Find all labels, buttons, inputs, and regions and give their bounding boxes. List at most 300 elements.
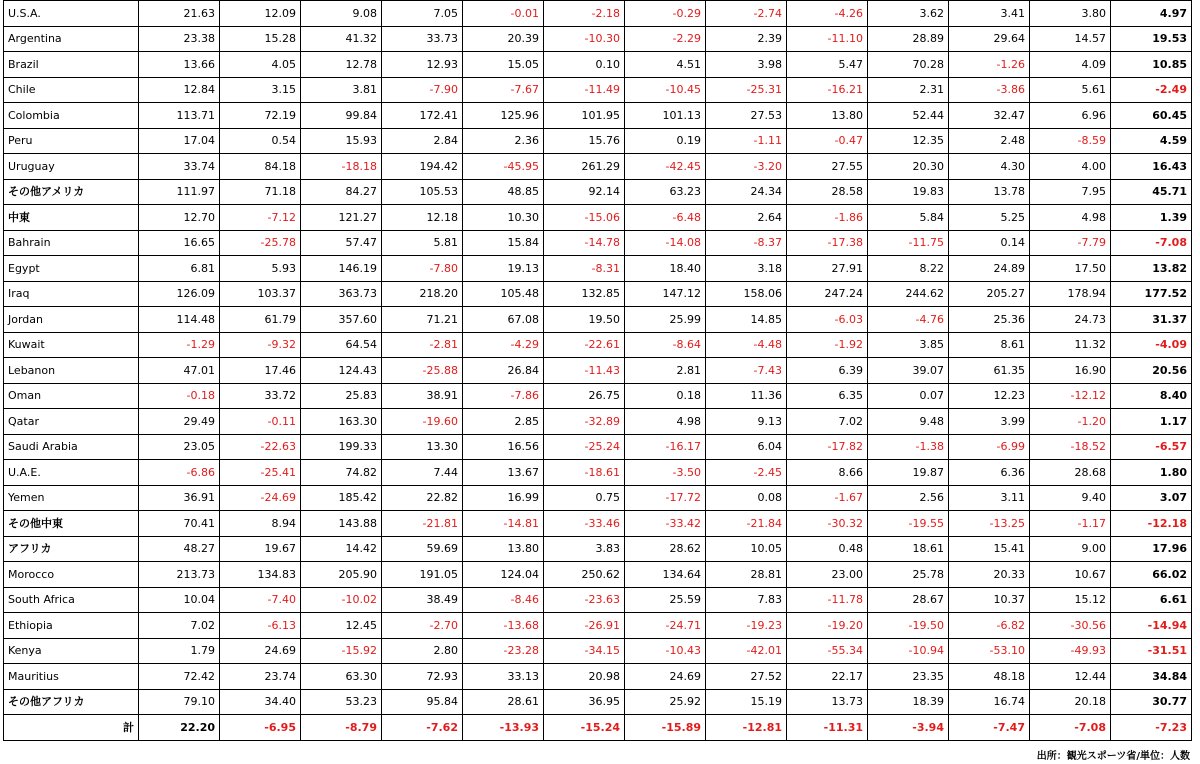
value-cell: 27.53	[706, 103, 787, 129]
value-cell: 17.96	[1111, 536, 1192, 562]
value-cell: 147.12	[625, 281, 706, 307]
value-cell: -7.43	[706, 358, 787, 384]
value-cell: 178.94	[1030, 281, 1111, 307]
value-cell: 6.39	[787, 358, 868, 384]
value-cell: -10.43	[625, 638, 706, 664]
value-cell: 0.48	[787, 536, 868, 562]
value-cell: 41.32	[301, 26, 382, 52]
row-label: Lebanon	[4, 358, 139, 384]
value-cell: 194.42	[382, 154, 463, 180]
value-cell: -2.74	[706, 1, 787, 27]
row-label: Kuwait	[4, 332, 139, 358]
value-cell: 72.19	[220, 103, 301, 129]
value-cell: 16.43	[1111, 154, 1192, 180]
value-cell: -15.06	[544, 205, 625, 231]
value-cell: 9.48	[868, 409, 949, 435]
value-cell: 143.88	[301, 511, 382, 537]
value-cell: 7.83	[706, 587, 787, 613]
value-cell: 20.56	[1111, 358, 1192, 384]
value-cell: -7.90	[382, 77, 463, 103]
value-cell: 15.19	[706, 689, 787, 715]
value-cell: 36.95	[544, 689, 625, 715]
value-cell: -7.47	[949, 715, 1030, 741]
value-cell: 28.61	[463, 689, 544, 715]
value-cell: -1.86	[787, 205, 868, 231]
table-row	[4, 26, 1192, 52]
value-cell: 17.04	[139, 128, 220, 154]
row-label: その他中東	[4, 511, 139, 537]
row-label: Iraq	[4, 281, 139, 307]
value-cell: 13.80	[787, 103, 868, 129]
value-cell: 134.83	[220, 562, 301, 588]
value-cell: 12.09	[220, 1, 301, 27]
value-cell: -4.29	[463, 332, 544, 358]
value-cell: 22.20	[139, 715, 220, 741]
value-cell: 74.82	[301, 460, 382, 486]
value-cell: 14.85	[706, 307, 787, 333]
value-cell: 4.59	[1111, 128, 1192, 154]
value-cell: 125.96	[463, 103, 544, 129]
row-label: Colombia	[4, 103, 139, 129]
value-cell: 45.71	[1111, 179, 1192, 205]
value-cell: -7.62	[382, 715, 463, 741]
value-cell: -31.51	[1111, 638, 1192, 664]
value-cell: 19.50	[544, 307, 625, 333]
table-row	[4, 154, 1192, 180]
value-cell: -0.11	[220, 409, 301, 435]
value-cell: 3.85	[868, 332, 949, 358]
value-cell: 13.80	[463, 536, 544, 562]
value-cell: 185.42	[301, 485, 382, 511]
value-cell: -1.17	[1030, 511, 1111, 537]
value-cell: 12.70	[139, 205, 220, 231]
value-cell: -19.20	[787, 613, 868, 639]
value-cell: 12.44	[1030, 664, 1111, 690]
value-cell: -6.57	[1111, 434, 1192, 460]
value-cell: 31.37	[1111, 307, 1192, 333]
value-cell: 4.51	[625, 52, 706, 78]
value-cell: -14.78	[544, 230, 625, 256]
value-cell: 71.21	[382, 307, 463, 333]
value-cell: -23.28	[463, 638, 544, 664]
value-cell: -15.92	[301, 638, 382, 664]
value-cell: -4.26	[787, 1, 868, 27]
value-cell: 16.56	[463, 434, 544, 460]
table-row	[4, 511, 1192, 537]
value-cell: -9.32	[220, 332, 301, 358]
value-cell: 7.02	[787, 409, 868, 435]
value-cell: 7.05	[382, 1, 463, 27]
value-cell: 72.93	[382, 664, 463, 690]
value-cell: 24.69	[625, 664, 706, 690]
value-cell: 105.53	[382, 179, 463, 205]
value-cell: 4.05	[220, 52, 301, 78]
value-cell: 3.15	[220, 77, 301, 103]
table-row	[4, 536, 1192, 562]
value-cell: 9.08	[301, 1, 382, 27]
value-cell: 24.69	[220, 638, 301, 664]
table-row	[4, 281, 1192, 307]
value-cell: 12.78	[301, 52, 382, 78]
value-cell: 11.36	[706, 383, 787, 409]
value-cell: 363.73	[301, 281, 382, 307]
value-cell: 3.83	[544, 536, 625, 562]
value-cell: 38.91	[382, 383, 463, 409]
value-cell: -8.59	[1030, 128, 1111, 154]
table-row	[4, 256, 1192, 282]
row-label: Kenya	[4, 638, 139, 664]
value-cell: 9.13	[706, 409, 787, 435]
value-cell: 4.00	[1030, 154, 1111, 180]
value-cell: -7.80	[382, 256, 463, 282]
value-cell: -17.82	[787, 434, 868, 460]
table-row	[4, 434, 1192, 460]
value-cell: 10.04	[139, 587, 220, 613]
value-cell: 158.06	[706, 281, 787, 307]
value-cell: 7.95	[1030, 179, 1111, 205]
value-cell: 34.40	[220, 689, 301, 715]
value-cell: 67.08	[463, 307, 544, 333]
value-cell: -55.34	[787, 638, 868, 664]
table-row	[4, 613, 1192, 639]
value-cell: 63.30	[301, 664, 382, 690]
value-cell: 6.81	[139, 256, 220, 282]
value-cell: 33.72	[220, 383, 301, 409]
value-cell: -2.81	[382, 332, 463, 358]
table-row	[4, 332, 1192, 358]
value-cell: 71.18	[220, 179, 301, 205]
value-cell: 9.00	[1030, 536, 1111, 562]
value-cell: 48.18	[949, 664, 1030, 690]
value-cell: 12.84	[139, 77, 220, 103]
value-cell: 10.05	[706, 536, 787, 562]
table-row	[4, 460, 1192, 486]
value-cell: -10.45	[625, 77, 706, 103]
row-label: U.S.A.	[4, 1, 139, 27]
value-cell: 10.30	[463, 205, 544, 231]
value-cell: -15.89	[625, 715, 706, 741]
value-cell: 19.87	[868, 460, 949, 486]
value-cell: 13.78	[949, 179, 1030, 205]
value-cell: 114.48	[139, 307, 220, 333]
row-label: U.A.E.	[4, 460, 139, 486]
value-cell: 99.84	[301, 103, 382, 129]
row-label: Uruguay	[4, 154, 139, 180]
value-cell: -25.88	[382, 358, 463, 384]
value-cell: -2.18	[544, 1, 625, 27]
value-cell: 17.50	[1030, 256, 1111, 282]
value-cell: -10.02	[301, 587, 382, 613]
value-cell: 2.56	[868, 485, 949, 511]
value-cell: 70.28	[868, 52, 949, 78]
value-cell: 20.98	[544, 664, 625, 690]
value-cell: 146.19	[301, 256, 382, 282]
value-cell: 26.84	[463, 358, 544, 384]
value-cell: -7.12	[220, 205, 301, 231]
value-cell: -6.95	[220, 715, 301, 741]
value-cell: 8.94	[220, 511, 301, 537]
table-row	[4, 307, 1192, 333]
value-cell: 15.76	[544, 128, 625, 154]
value-cell: 27.55	[787, 154, 868, 180]
value-cell: 28.68	[1030, 460, 1111, 486]
value-cell: -10.94	[868, 638, 949, 664]
row-label: Argentina	[4, 26, 139, 52]
value-cell: 177.52	[1111, 281, 1192, 307]
value-cell: 2.39	[706, 26, 787, 52]
value-cell: 247.24	[787, 281, 868, 307]
value-cell: -15.24	[544, 715, 625, 741]
value-cell: 12.93	[382, 52, 463, 78]
value-cell: 23.74	[220, 664, 301, 690]
value-cell: -18.61	[544, 460, 625, 486]
table-row	[4, 485, 1192, 511]
value-cell: 3.07	[1111, 485, 1192, 511]
row-label: Mauritius	[4, 664, 139, 690]
table-row	[4, 638, 1192, 664]
value-cell: 28.89	[868, 26, 949, 52]
value-cell: -0.18	[139, 383, 220, 409]
value-cell: -22.63	[220, 434, 301, 460]
value-cell: -19.23	[706, 613, 787, 639]
value-cell: -24.69	[220, 485, 301, 511]
value-cell: 0.18	[625, 383, 706, 409]
value-cell: 28.81	[706, 562, 787, 588]
value-cell: 84.27	[301, 179, 382, 205]
value-cell: 84.18	[220, 154, 301, 180]
value-cell: -33.42	[625, 511, 706, 537]
value-cell: 16.99	[463, 485, 544, 511]
value-cell: 38.49	[382, 587, 463, 613]
value-cell: 6.04	[706, 434, 787, 460]
value-cell: 12.18	[382, 205, 463, 231]
value-cell: 5.93	[220, 256, 301, 282]
value-cell: 20.18	[1030, 689, 1111, 715]
value-cell: 8.66	[787, 460, 868, 486]
value-cell: 25.59	[625, 587, 706, 613]
value-cell: 101.95	[544, 103, 625, 129]
value-cell: 244.62	[868, 281, 949, 307]
value-cell: 15.93	[301, 128, 382, 154]
value-cell: -13.25	[949, 511, 1030, 537]
value-cell: 33.74	[139, 154, 220, 180]
value-cell: -11.78	[787, 587, 868, 613]
value-cell: 12.45	[301, 613, 382, 639]
value-cell: 0.75	[544, 485, 625, 511]
value-cell: 34.84	[1111, 664, 1192, 690]
value-cell: 14.42	[301, 536, 382, 562]
growth-rate-table	[3, 0, 1192, 741]
value-cell: 29.64	[949, 26, 1030, 52]
value-cell: -18.52	[1030, 434, 1111, 460]
total-row	[4, 715, 1192, 741]
value-cell: -8.79	[301, 715, 382, 741]
value-cell: 11.32	[1030, 332, 1111, 358]
value-cell: 113.71	[139, 103, 220, 129]
value-cell: -11.31	[787, 715, 868, 741]
value-cell: 4.97	[1111, 1, 1192, 27]
value-cell: 15.84	[463, 230, 544, 256]
value-cell: -49.93	[1030, 638, 1111, 664]
value-cell: 8.22	[868, 256, 949, 282]
value-cell: 199.33	[301, 434, 382, 460]
value-cell: -4.48	[706, 332, 787, 358]
value-cell: -19.60	[382, 409, 463, 435]
value-cell: -24.71	[625, 613, 706, 639]
value-cell: -7.79	[1030, 230, 1111, 256]
value-cell: -17.72	[625, 485, 706, 511]
value-cell: 2.84	[382, 128, 463, 154]
value-cell: 21.63	[139, 1, 220, 27]
value-cell: -10.30	[544, 26, 625, 52]
value-cell: 134.64	[625, 562, 706, 588]
value-cell: -19.55	[868, 511, 949, 537]
value-cell: 28.67	[868, 587, 949, 613]
row-label: Peru	[4, 128, 139, 154]
value-cell: -11.43	[544, 358, 625, 384]
value-cell: 30.77	[1111, 689, 1192, 715]
value-cell: 23.00	[787, 562, 868, 588]
value-cell: 19.67	[220, 536, 301, 562]
value-cell: 48.85	[463, 179, 544, 205]
row-label: Yemen	[4, 485, 139, 511]
value-cell: -26.91	[544, 613, 625, 639]
value-cell: 0.07	[868, 383, 949, 409]
value-cell: 79.10	[139, 689, 220, 715]
value-cell: 101.13	[625, 103, 706, 129]
table-row	[4, 128, 1192, 154]
value-cell: -3.20	[706, 154, 787, 180]
value-cell: 2.80	[382, 638, 463, 664]
value-cell: -7.23	[1111, 715, 1192, 741]
value-cell: 29.49	[139, 409, 220, 435]
value-cell: -11.75	[868, 230, 949, 256]
value-cell: 3.11	[949, 485, 1030, 511]
row-label: Ethiopia	[4, 613, 139, 639]
value-cell: -34.15	[544, 638, 625, 664]
value-cell: -42.45	[625, 154, 706, 180]
value-cell: 92.14	[544, 179, 625, 205]
value-cell: 61.79	[220, 307, 301, 333]
value-cell: -32.89	[544, 409, 625, 435]
table-row	[4, 409, 1192, 435]
value-cell: -25.78	[220, 230, 301, 256]
value-cell: -1.38	[868, 434, 949, 460]
table-row	[4, 230, 1192, 256]
value-cell: 6.36	[949, 460, 1030, 486]
row-label: その他アフリカ	[4, 689, 139, 715]
value-cell: 6.35	[787, 383, 868, 409]
source-note: 出所：観光スポーツ省/単位：人数	[1036, 751, 1190, 762]
row-label: Saudi Arabia	[4, 434, 139, 460]
value-cell: 20.39	[463, 26, 544, 52]
value-cell: 0.54	[220, 128, 301, 154]
value-cell: 1.17	[1111, 409, 1192, 435]
value-cell: 19.13	[463, 256, 544, 282]
value-cell: 3.98	[706, 52, 787, 78]
value-cell: 18.61	[868, 536, 949, 562]
row-label: その他アメリカ	[4, 179, 139, 205]
value-cell: -3.94	[868, 715, 949, 741]
value-cell: 3.62	[868, 1, 949, 27]
value-cell: 205.90	[301, 562, 382, 588]
value-cell: 2.36	[463, 128, 544, 154]
value-cell: 53.23	[301, 689, 382, 715]
value-cell: 13.66	[139, 52, 220, 78]
value-cell: -0.29	[625, 1, 706, 27]
value-cell: -11.49	[544, 77, 625, 103]
value-cell: 15.28	[220, 26, 301, 52]
value-cell: 16.65	[139, 230, 220, 256]
value-cell: 250.62	[544, 562, 625, 588]
value-cell: -7.67	[463, 77, 544, 103]
row-label: アフリカ	[4, 536, 139, 562]
value-cell: 13.30	[382, 434, 463, 460]
value-cell: -1.11	[706, 128, 787, 154]
value-cell: -23.63	[544, 587, 625, 613]
value-cell: 132.85	[544, 281, 625, 307]
value-cell: 3.81	[301, 77, 382, 103]
value-cell: -4.76	[868, 307, 949, 333]
value-cell: -0.47	[787, 128, 868, 154]
value-cell: -1.29	[139, 332, 220, 358]
value-cell: -22.61	[544, 332, 625, 358]
value-cell: -14.81	[463, 511, 544, 537]
value-cell: 4.98	[1030, 205, 1111, 231]
value-cell: 59.69	[382, 536, 463, 562]
value-cell: -7.08	[1111, 230, 1192, 256]
value-cell: -6.86	[139, 460, 220, 486]
value-cell: -8.46	[463, 587, 544, 613]
value-cell: 3.18	[706, 256, 787, 282]
value-cell: 47.01	[139, 358, 220, 384]
value-cell: -21.81	[382, 511, 463, 537]
value-cell: -1.67	[787, 485, 868, 511]
value-cell: -1.26	[949, 52, 1030, 78]
value-cell: 205.27	[949, 281, 1030, 307]
value-cell: 0.10	[544, 52, 625, 78]
value-cell: -30.32	[787, 511, 868, 537]
value-cell: 60.45	[1111, 103, 1192, 129]
row-label: South Africa	[4, 587, 139, 613]
value-cell: 13.73	[787, 689, 868, 715]
table-row	[4, 664, 1192, 690]
value-cell: 52.44	[868, 103, 949, 129]
row-label: Bahrain	[4, 230, 139, 256]
value-cell: 32.47	[949, 103, 1030, 129]
value-cell: 126.09	[139, 281, 220, 307]
value-cell: -25.24	[544, 434, 625, 460]
value-cell: -2.29	[625, 26, 706, 52]
value-cell: 2.48	[949, 128, 1030, 154]
value-cell: -11.10	[787, 26, 868, 52]
value-cell: 33.13	[463, 664, 544, 690]
value-cell: 24.89	[949, 256, 1030, 282]
value-cell: 172.41	[382, 103, 463, 129]
value-cell: 25.78	[868, 562, 949, 588]
row-label: Jordan	[4, 307, 139, 333]
value-cell: -16.21	[787, 77, 868, 103]
value-cell: 23.35	[868, 664, 949, 690]
row-label: Oman	[4, 383, 139, 409]
value-cell: 28.58	[787, 179, 868, 205]
value-cell: 20.30	[868, 154, 949, 180]
value-cell: 19.53	[1111, 26, 1192, 52]
table-row	[4, 689, 1192, 715]
value-cell: -7.08	[1030, 715, 1111, 741]
table-row	[4, 205, 1192, 231]
value-cell: 8.61	[949, 332, 1030, 358]
